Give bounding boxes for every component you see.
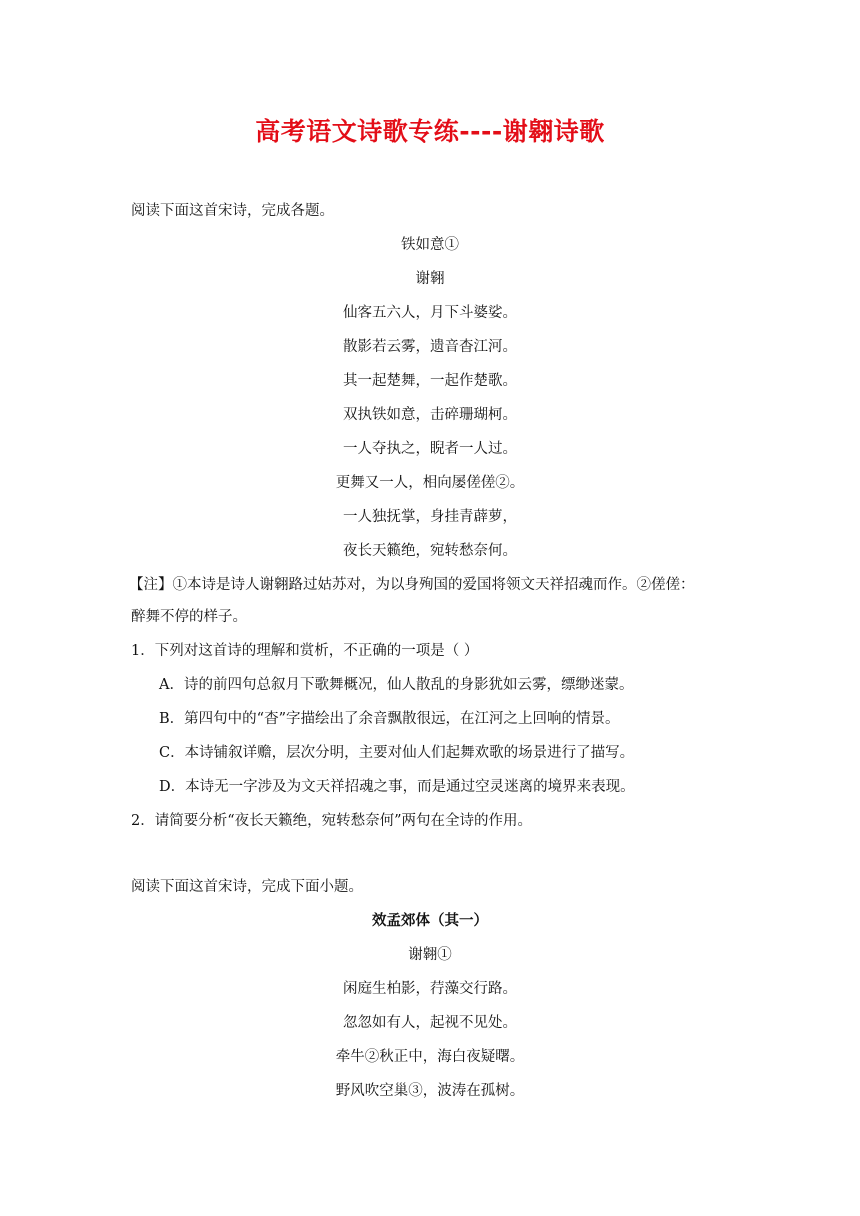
poem1-line: 一人夺执之，睨者一人过。: [343, 441, 517, 457]
option-a: A．诗的前四句总叙月下歌舞概况，仙人散乱的身影犹如云雾，缥缈迷蒙。: [159, 677, 634, 693]
poem1-line: 夜长天籁绝，宛转愁奈何。: [343, 543, 517, 559]
question-1: 1．下列对这首诗的理解和赏析，不正确的一项是（ ）: [131, 643, 479, 659]
poem1-line: 更舞又一人，相向屡傞傞②。: [335, 475, 525, 491]
option-d: D．本诗无一字涉及为文天祥招魂之事，而是通过空灵迷离的境界来表现。: [159, 779, 635, 795]
poem2-author: 谢翱①: [408, 947, 452, 963]
section1-intro: 阅读下面这首宋诗，完成各题。: [131, 203, 334, 219]
option-b: B．第四句中的“杳”字描绘出了余音飘散很远，在江河之上回响的情景。: [159, 711, 620, 727]
poem2-line: 野风吹空巢③，波涛在孤树。: [335, 1083, 525, 1099]
poem1-line: 双执铁如意，击碎珊瑚柯。: [343, 407, 517, 423]
poem1-line: 其一起楚舞，一起作楚歌。: [343, 373, 517, 389]
poem1-note: 【注】①本诗是诗人谢翱路过姑苏对，为以身殉国的爱国将领文天祥招魂而作。②傞傞：: [129, 577, 695, 593]
option-c: C．本诗铺叙详赡，层次分明，主要对仙人们起舞欢歌的场景进行了描写。: [159, 745, 635, 761]
poem2-line: 忽忽如有人，起视不见处。: [343, 1015, 517, 1031]
poem1-line: 仙客五六人，月下斗婆娑。: [343, 305, 517, 321]
poem1-title: 铁如意①: [401, 237, 459, 253]
poem2-line: 闲庭生柏影，荇藻交行路。: [343, 981, 517, 997]
poem1-note-cont: 醉舞不停的样子。: [131, 609, 247, 625]
poem2-title: 效孟郊体（其一）: [372, 912, 488, 929]
poem1-author: 谢翱: [415, 271, 445, 287]
section2-intro: 阅读下面这首宋诗，完成下面小题。: [131, 879, 363, 895]
poem2-line: 牵牛②秋正中，海白夜疑曙。: [335, 1049, 525, 1065]
poem1-line: 一人独抚掌，身挂青薜萝，: [343, 509, 517, 525]
question-2: 2．请简要分析“夜长天籁绝，宛转愁奈何”两句在全诗的作用。: [131, 813, 533, 829]
page-title: 高考语文诗歌专练----谢翱诗歌: [255, 117, 605, 146]
poem1-line: 散影若云雾，遗音杳江河。: [343, 339, 517, 355]
